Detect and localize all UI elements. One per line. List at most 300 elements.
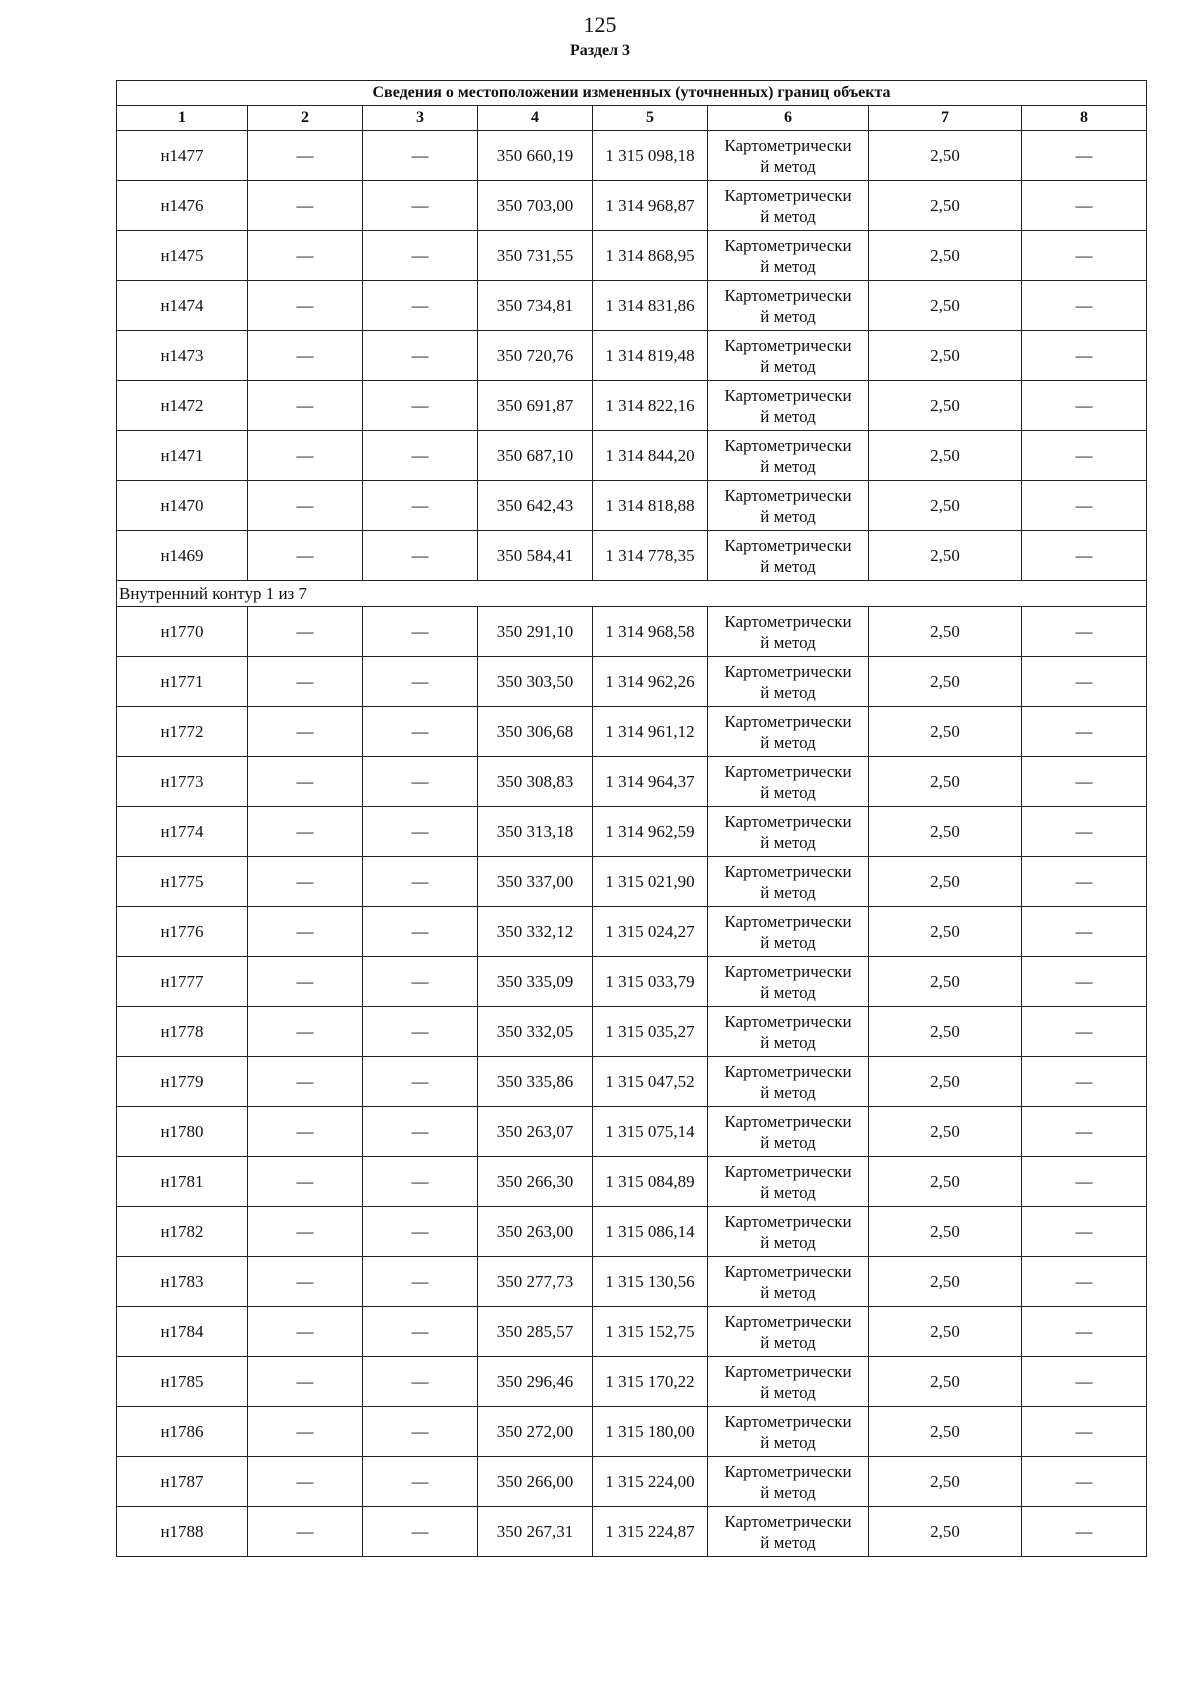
column-2-cell: — (248, 331, 363, 381)
y-coordinate-cell: 1 314 822,16 (593, 381, 708, 431)
column-2-cell: — (248, 1107, 363, 1157)
method-text-line-2: й метод (760, 632, 816, 652)
column-3-cell: — (363, 331, 478, 381)
point-name-cell: н1778 (117, 1007, 248, 1057)
y-coordinate-cell: 1 315 084,89 (593, 1157, 708, 1207)
column-header: 7 (869, 106, 1022, 131)
method-cell (708, 907, 869, 957)
table-row (117, 131, 1147, 181)
method-text-line-1: Картометрически (724, 1361, 852, 1381)
method-text-line-1: Картометрически (724, 1211, 852, 1231)
x-coordinate-cell: 350 731,55 (478, 231, 593, 281)
accuracy-cell: 2,50 (869, 807, 1022, 857)
column-3-cell: — (363, 1307, 478, 1357)
method-text-line-1: Картометрически (724, 1111, 852, 1131)
y-coordinate-cell: 1 315 130,56 (593, 1257, 708, 1307)
method-cell (708, 707, 869, 757)
method-text-line-1: Картометрически (724, 185, 852, 205)
table-row (117, 1257, 1147, 1307)
contour-header-row (117, 581, 1147, 607)
table-row (117, 531, 1147, 581)
accuracy-cell: 2,50 (869, 957, 1022, 1007)
method-cell (708, 1407, 869, 1457)
column-2-cell: — (248, 807, 363, 857)
y-coordinate-cell: 1 315 075,14 (593, 1107, 708, 1157)
x-coordinate-cell: 350 313,18 (478, 807, 593, 857)
method-text-line-1: Картометрически (724, 1061, 852, 1081)
method-text-line-1: Картометрически (724, 761, 852, 781)
method-text-line-2: й метод (760, 732, 816, 752)
accuracy-cell: 2,50 (869, 131, 1022, 181)
y-coordinate-cell: 1 315 152,75 (593, 1307, 708, 1357)
method-text-line-2: й метод (760, 1132, 816, 1152)
column-3-cell: — (363, 431, 478, 481)
method-text-line-2: й метод (760, 1432, 816, 1452)
method-text-line-1: Картометрически (724, 1161, 852, 1181)
table-caption: Сведения о местоположении измененных (уточненных) границ объекта (117, 81, 1147, 106)
table-row (117, 857, 1147, 907)
x-coordinate-cell: 350 332,05 (478, 1007, 593, 1057)
method-cell (708, 281, 869, 331)
method-text-line-1: Картометрически (724, 611, 852, 631)
column-2-cell: — (248, 1307, 363, 1357)
column-3-cell: — (363, 531, 478, 581)
column-8-cell: — (1022, 1357, 1147, 1407)
y-coordinate-cell: 1 314 818,88 (593, 481, 708, 531)
point-name-cell: н1788 (117, 1507, 248, 1557)
column-8-cell: — (1022, 807, 1147, 857)
method-text-line-1: Картометрически (724, 811, 852, 831)
y-coordinate-cell: 1 314 831,86 (593, 281, 708, 331)
y-coordinate-cell: 1 315 033,79 (593, 957, 708, 1007)
column-2-cell: — (248, 431, 363, 481)
column-header: 1 (117, 106, 248, 131)
point-name-cell: н1469 (117, 531, 248, 581)
x-coordinate-cell: 350 734,81 (478, 281, 593, 331)
accuracy-cell: 2,50 (869, 1407, 1022, 1457)
column-3-cell: — (363, 381, 478, 431)
table-row (117, 607, 1147, 657)
column-2-cell: — (248, 607, 363, 657)
method-text-line-2: й метод (760, 1032, 816, 1052)
x-coordinate-cell: 350 335,86 (478, 1057, 593, 1107)
column-8-cell: — (1022, 1307, 1147, 1357)
method-text-line-1: Картометрически (724, 1261, 852, 1281)
point-name-cell: н1782 (117, 1207, 248, 1257)
method-text-line-1: Картометрически (724, 385, 852, 405)
table-row (117, 1407, 1147, 1457)
column-8-cell: — (1022, 231, 1147, 281)
column-2-cell: — (248, 857, 363, 907)
method-text-line-2: й метод (760, 932, 816, 952)
column-8-cell: — (1022, 131, 1147, 181)
x-coordinate-cell: 350 308,83 (478, 757, 593, 807)
x-coordinate-cell: 350 332,12 (478, 907, 593, 957)
table-row (117, 757, 1147, 807)
table-row (117, 1357, 1147, 1407)
method-text-line-1: Картометрически (724, 335, 852, 355)
column-8-cell: — (1022, 181, 1147, 231)
accuracy-cell: 2,50 (869, 1057, 1022, 1107)
column-3-cell: — (363, 1207, 478, 1257)
y-coordinate-cell: 1 315 170,22 (593, 1357, 708, 1407)
column-header: 2 (248, 106, 363, 131)
x-coordinate-cell: 350 720,76 (478, 331, 593, 381)
accuracy-cell: 2,50 (869, 1507, 1022, 1557)
column-number-row (117, 106, 1147, 131)
x-coordinate-cell: 350 335,09 (478, 957, 593, 1007)
method-text-line-1: Картометрически (724, 1011, 852, 1031)
point-name-cell: н1471 (117, 431, 248, 481)
column-8-cell: — (1022, 1207, 1147, 1257)
table-row (117, 707, 1147, 757)
accuracy-cell: 2,50 (869, 1157, 1022, 1207)
method-cell (708, 657, 869, 707)
accuracy-cell: 2,50 (869, 1257, 1022, 1307)
method-cell (708, 857, 869, 907)
table-row (117, 1207, 1147, 1257)
column-2-cell: — (248, 281, 363, 331)
accuracy-cell: 2,50 (869, 757, 1022, 807)
table-row (117, 1007, 1147, 1057)
x-coordinate-cell: 350 272,00 (478, 1407, 593, 1457)
table-row (117, 1507, 1147, 1557)
method-text-line-1: Картометрически (724, 861, 852, 881)
y-coordinate-cell: 1 314 961,12 (593, 707, 708, 757)
accuracy-cell: 2,50 (869, 231, 1022, 281)
column-8-cell: — (1022, 1007, 1147, 1057)
y-coordinate-cell: 1 315 024,27 (593, 907, 708, 957)
column-8-cell: — (1022, 607, 1147, 657)
point-name-cell: н1780 (117, 1107, 248, 1157)
method-text-line-1: Картометрически (724, 235, 852, 255)
table-row (117, 381, 1147, 431)
method-text-line-2: й метод (760, 1232, 816, 1252)
column-2-cell: — (248, 657, 363, 707)
column-3-cell: — (363, 131, 478, 181)
y-coordinate-cell: 1 315 021,90 (593, 857, 708, 907)
y-coordinate-cell: 1 314 844,20 (593, 431, 708, 481)
method-text-line-1: Картометрически (724, 1311, 852, 1331)
column-3-cell: — (363, 1457, 478, 1507)
method-text-line-1: Картометрически (724, 285, 852, 305)
column-3-cell: — (363, 1007, 478, 1057)
page-number: 125 (583, 12, 617, 37)
column-8-cell: — (1022, 657, 1147, 707)
column-8-cell: — (1022, 1157, 1147, 1207)
column-header: 6 (708, 106, 869, 131)
accuracy-cell: 2,50 (869, 1207, 1022, 1257)
accuracy-cell: 2,50 (869, 381, 1022, 431)
method-text-line-2: й метод (760, 156, 816, 176)
x-coordinate-cell: 350 687,10 (478, 431, 593, 481)
column-3-cell: — (363, 1157, 478, 1207)
method-cell (708, 481, 869, 531)
point-name-cell: н1770 (117, 607, 248, 657)
column-8-cell: — (1022, 1507, 1147, 1557)
column-header: 5 (593, 106, 708, 131)
x-coordinate-cell: 350 642,43 (478, 481, 593, 531)
y-coordinate-cell: 1 314 962,26 (593, 657, 708, 707)
accuracy-cell: 2,50 (869, 1007, 1022, 1057)
method-cell (708, 757, 869, 807)
method-text-line-2: й метод (760, 306, 816, 326)
column-2-cell: — (248, 907, 363, 957)
method-text-line-1: Картометрически (724, 1511, 852, 1531)
method-text-line-2: й метод (760, 406, 816, 426)
contour-label: Внутренний контур 1 из 7 (117, 581, 1147, 607)
method-text-line-1: Картометрически (724, 961, 852, 981)
column-3-cell: — (363, 1107, 478, 1157)
column-3-cell: — (363, 1057, 478, 1107)
method-cell (708, 1257, 869, 1307)
column-header: 4 (478, 106, 593, 131)
point-name-cell: н1781 (117, 1157, 248, 1207)
accuracy-cell: 2,50 (869, 607, 1022, 657)
table-row (117, 807, 1147, 857)
point-name-cell: н1477 (117, 131, 248, 181)
method-text-line-2: й метод (760, 1182, 816, 1202)
point-name-cell: н1773 (117, 757, 248, 807)
column-3-cell: — (363, 281, 478, 331)
table-row (117, 907, 1147, 957)
method-text-line-1: Картометрически (724, 1461, 852, 1481)
method-text-line-2: й метод (760, 356, 816, 376)
column-8-cell: — (1022, 907, 1147, 957)
method-cell (708, 381, 869, 431)
column-2-cell: — (248, 481, 363, 531)
x-coordinate-cell: 350 703,00 (478, 181, 593, 231)
column-3-cell: — (363, 1407, 478, 1457)
x-coordinate-cell: 350 263,00 (478, 1207, 593, 1257)
method-text-line-1: Картометрически (724, 135, 852, 155)
column-8-cell: — (1022, 531, 1147, 581)
column-3-cell: — (363, 1507, 478, 1557)
method-cell (708, 1357, 869, 1407)
method-text-line-2: й метод (760, 982, 816, 1002)
column-2-cell: — (248, 1057, 363, 1107)
method-text-line-2: й метод (760, 1082, 816, 1102)
accuracy-cell: 2,50 (869, 857, 1022, 907)
x-coordinate-cell: 350 266,00 (478, 1457, 593, 1507)
column-2-cell: — (248, 1257, 363, 1307)
method-cell (708, 807, 869, 857)
x-coordinate-cell: 350 263,07 (478, 1107, 593, 1157)
y-coordinate-cell: 1 315 224,87 (593, 1507, 708, 1557)
point-name-cell: н1779 (117, 1057, 248, 1107)
table-row (117, 231, 1147, 281)
method-cell (708, 1207, 869, 1257)
column-3-cell: — (363, 707, 478, 757)
column-3-cell: — (363, 907, 478, 957)
x-coordinate-cell: 350 584,41 (478, 531, 593, 581)
method-cell (708, 131, 869, 181)
method-text-line-1: Картометрически (724, 711, 852, 731)
method-text-line-1: Картометрически (724, 435, 852, 455)
method-text-line-2: й метод (760, 1482, 816, 1502)
column-8-cell: — (1022, 1057, 1147, 1107)
y-coordinate-cell: 1 315 035,27 (593, 1007, 708, 1057)
column-2-cell: — (248, 131, 363, 181)
point-name-cell: н1475 (117, 231, 248, 281)
accuracy-cell: 2,50 (869, 1307, 1022, 1357)
point-name-cell: н1775 (117, 857, 248, 907)
table-row (117, 1457, 1147, 1507)
method-cell (708, 1157, 869, 1207)
column-2-cell: — (248, 1507, 363, 1557)
column-8-cell: — (1022, 381, 1147, 431)
table-body (117, 131, 1147, 1557)
method-cell (708, 1057, 869, 1107)
method-text-line-2: й метод (760, 1282, 816, 1302)
x-coordinate-cell: 350 266,30 (478, 1157, 593, 1207)
method-cell (708, 1457, 869, 1507)
point-name-cell: н1772 (117, 707, 248, 757)
y-coordinate-cell: 1 315 224,00 (593, 1457, 708, 1507)
method-cell (708, 1307, 869, 1357)
accuracy-cell: 2,50 (869, 431, 1022, 481)
column-8-cell: — (1022, 1407, 1147, 1457)
point-name-cell: н1476 (117, 181, 248, 231)
column-3-cell: — (363, 657, 478, 707)
y-coordinate-cell: 1 315 047,52 (593, 1057, 708, 1107)
method-text-line-1: Картометрически (724, 535, 852, 555)
point-name-cell: н1774 (117, 807, 248, 857)
x-coordinate-cell: 350 285,57 (478, 1307, 593, 1357)
column-2-cell: — (248, 531, 363, 581)
column-3-cell: — (363, 607, 478, 657)
method-text-line-2: й метод (760, 682, 816, 702)
method-cell (708, 957, 869, 1007)
column-2-cell: — (248, 1457, 363, 1507)
method-text-line-1: Картометрически (724, 1411, 852, 1431)
method-cell (708, 181, 869, 231)
column-8-cell: — (1022, 707, 1147, 757)
method-cell (708, 331, 869, 381)
column-3-cell: — (363, 857, 478, 907)
column-3-cell: — (363, 181, 478, 231)
y-coordinate-cell: 1 314 778,35 (593, 531, 708, 581)
method-cell (708, 1007, 869, 1057)
table-row (117, 1107, 1147, 1157)
x-coordinate-cell: 350 277,73 (478, 1257, 593, 1307)
y-coordinate-cell: 1 314 962,59 (593, 807, 708, 857)
section-title: Раздел 3 (569, 42, 631, 59)
method-cell (708, 607, 869, 657)
table-row (117, 1157, 1147, 1207)
accuracy-cell: 2,50 (869, 531, 1022, 581)
x-coordinate-cell: 350 291,10 (478, 607, 593, 657)
column-8-cell: — (1022, 331, 1147, 381)
x-coordinate-cell: 350 691,87 (478, 381, 593, 431)
method-text-line-2: й метод (760, 882, 816, 902)
y-coordinate-cell: 1 315 086,14 (593, 1207, 708, 1257)
point-name-cell: н1785 (117, 1357, 248, 1407)
column-3-cell: — (363, 231, 478, 281)
method-text-line-2: й метод (760, 832, 816, 852)
x-coordinate-cell: 350 267,31 (478, 1507, 593, 1557)
column-8-cell: — (1022, 481, 1147, 531)
column-2-cell: — (248, 1407, 363, 1457)
point-name-cell: н1777 (117, 957, 248, 1007)
x-coordinate-cell: 350 303,50 (478, 657, 593, 707)
y-coordinate-cell: 1 314 968,58 (593, 607, 708, 657)
method-text-line-1: Картометрически (724, 485, 852, 505)
column-2-cell: — (248, 707, 363, 757)
boundary-coordinates-table (116, 80, 1147, 1557)
column-3-cell: — (363, 757, 478, 807)
accuracy-cell: 2,50 (869, 331, 1022, 381)
column-8-cell: — (1022, 957, 1147, 1007)
column-8-cell: — (1022, 757, 1147, 807)
column-2-cell: — (248, 1207, 363, 1257)
column-2-cell: — (248, 231, 363, 281)
accuracy-cell: 2,50 (869, 1357, 1022, 1407)
column-2-cell: — (248, 1157, 363, 1207)
accuracy-cell: 2,50 (869, 907, 1022, 957)
column-2-cell: — (248, 757, 363, 807)
x-coordinate-cell: 350 337,00 (478, 857, 593, 907)
method-text-line-2: й метод (760, 1332, 816, 1352)
method-text-line-2: й метод (760, 1382, 816, 1402)
method-cell (708, 1507, 869, 1557)
point-name-cell: н1787 (117, 1457, 248, 1507)
column-8-cell: — (1022, 857, 1147, 907)
method-text-line-2: й метод (760, 782, 816, 802)
table-row (117, 1057, 1147, 1107)
y-coordinate-cell: 1 314 819,48 (593, 331, 708, 381)
x-coordinate-cell: 350 296,46 (478, 1357, 593, 1407)
column-8-cell: — (1022, 281, 1147, 331)
column-header: 3 (363, 106, 478, 131)
table-row (117, 1307, 1147, 1357)
x-coordinate-cell: 350 660,19 (478, 131, 593, 181)
column-8-cell: — (1022, 1457, 1147, 1507)
method-cell (708, 231, 869, 281)
accuracy-cell: 2,50 (869, 1457, 1022, 1507)
column-8-cell: — (1022, 1107, 1147, 1157)
column-8-cell: — (1022, 1257, 1147, 1307)
point-name-cell: н1786 (117, 1407, 248, 1457)
point-name-cell: н1776 (117, 907, 248, 957)
method-cell (708, 531, 869, 581)
point-name-cell: н1473 (117, 331, 248, 381)
table-row (117, 181, 1147, 231)
point-name-cell: н1784 (117, 1307, 248, 1357)
table-row (117, 431, 1147, 481)
column-3-cell: — (363, 957, 478, 1007)
column-8-cell: — (1022, 431, 1147, 481)
accuracy-cell: 2,50 (869, 1107, 1022, 1157)
column-2-cell: — (248, 1357, 363, 1407)
column-3-cell: — (363, 807, 478, 857)
point-name-cell: н1771 (117, 657, 248, 707)
method-text-line-1: Картометрически (724, 911, 852, 931)
x-coordinate-cell: 350 306,68 (478, 707, 593, 757)
column-header: 8 (1022, 106, 1147, 131)
method-cell (708, 431, 869, 481)
table-row (117, 657, 1147, 707)
method-text-line-2: й метод (760, 206, 816, 226)
table-row (117, 331, 1147, 381)
accuracy-cell: 2,50 (869, 181, 1022, 231)
method-cell (708, 1107, 869, 1157)
y-coordinate-cell: 1 315 180,00 (593, 1407, 708, 1457)
table-row (117, 481, 1147, 531)
accuracy-cell: 2,50 (869, 707, 1022, 757)
method-text-line-2: й метод (760, 256, 816, 276)
accuracy-cell: 2,50 (869, 281, 1022, 331)
